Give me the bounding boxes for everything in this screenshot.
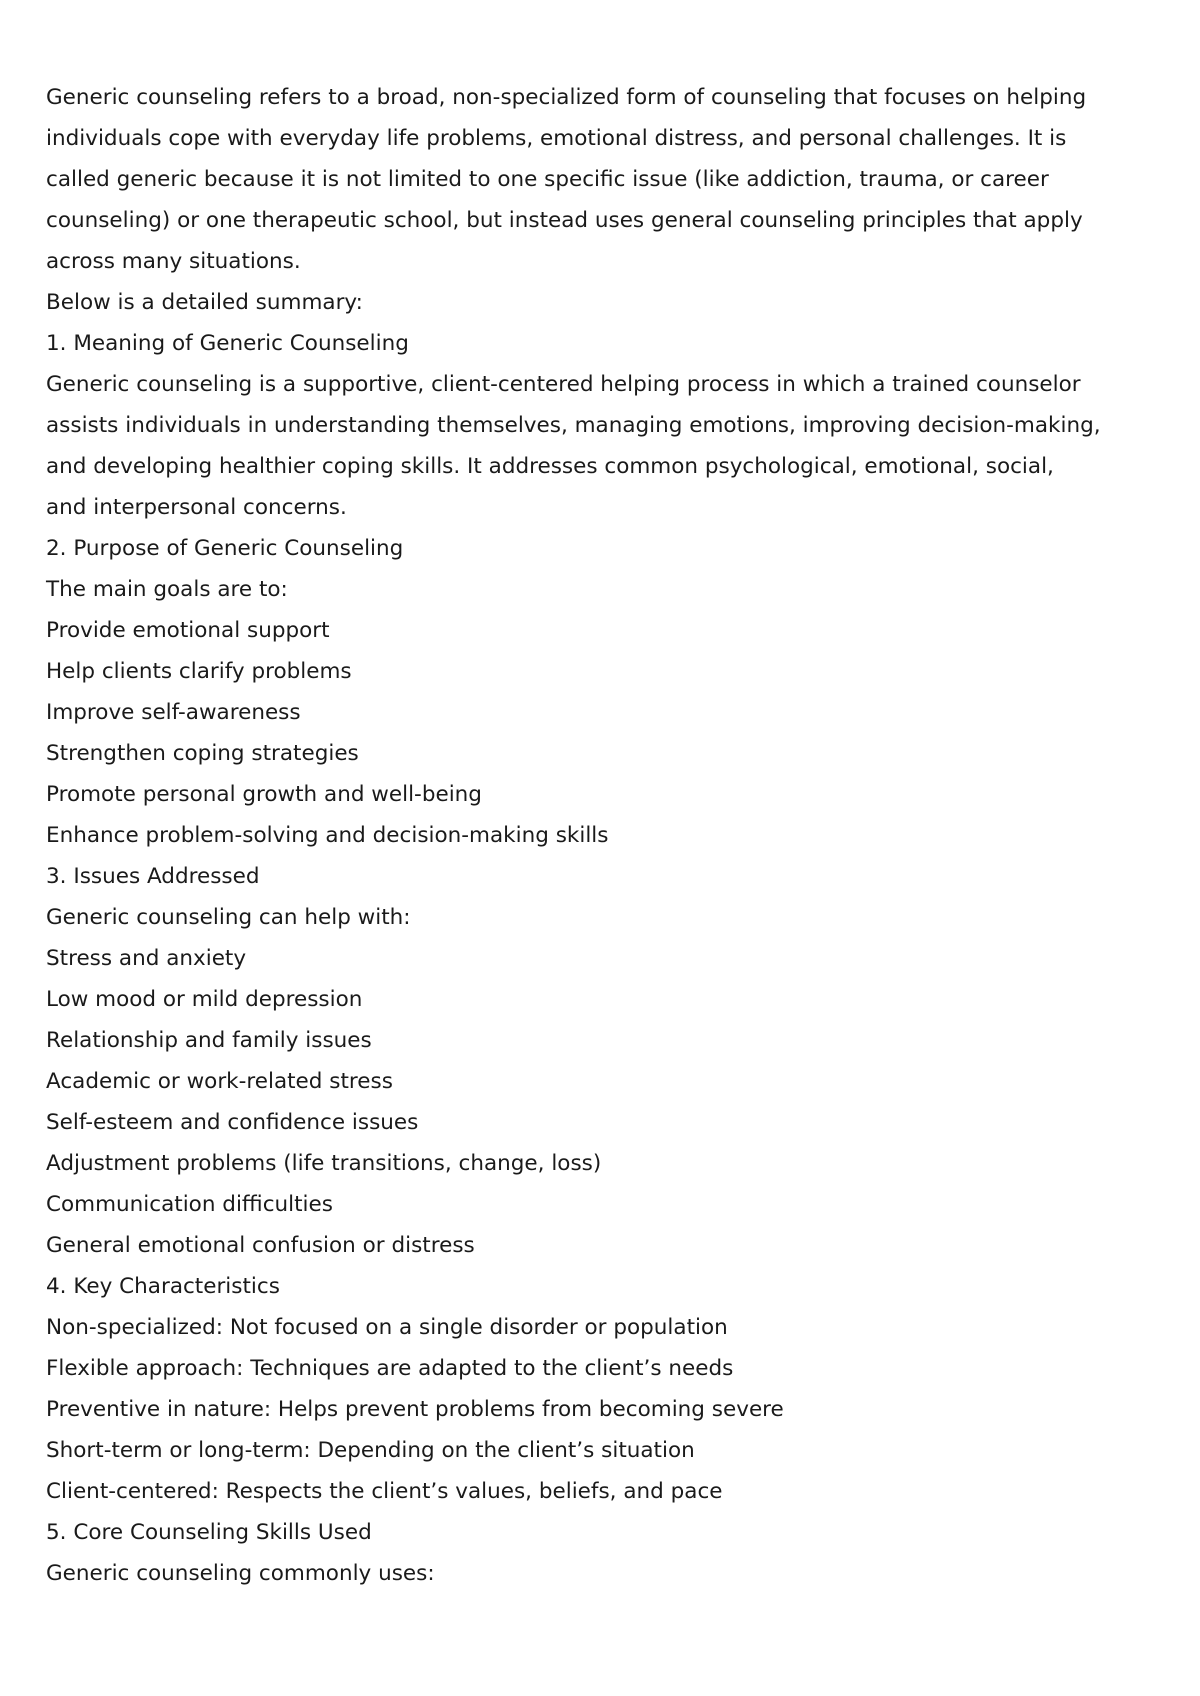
- section-heading-skills: 5. Core Counseling Skills Used: [46, 1520, 372, 1545]
- intro-line-5: across many situations.: [46, 249, 301, 274]
- purpose-intro: The main goals are to:: [46, 577, 288, 602]
- document-body: [46, 77, 1166, 1594]
- section-heading-characteristics: 4. Key Characteristics: [46, 1274, 280, 1299]
- purpose-item: Improve self-awareness: [46, 700, 301, 725]
- issue-item: General emotional confusion or distress: [46, 1233, 475, 1258]
- characteristic-item: Client-centered: Respects the client’s values, beliefs, and pace: [46, 1479, 723, 1504]
- section-heading-meaning: 1. Meaning of Generic Counseling: [46, 331, 409, 356]
- meaning-line-4: and interpersonal concerns.: [46, 495, 347, 520]
- meaning-line-2: assists individuals in understanding themselves, managing emotions, improving decision-making,: [46, 413, 1101, 438]
- purpose-item: Promote personal growth and well-being: [46, 782, 482, 807]
- section-heading-purpose: 2. Purpose of Generic Counseling: [46, 536, 404, 561]
- issue-item: Relationship and family issues: [46, 1028, 372, 1053]
- purpose-item: Enhance problem-solving and decision-making skills: [46, 823, 609, 848]
- issue-item: Communication difficulties: [46, 1192, 333, 1217]
- intro-line-3: called generic because it is not limited to one specific issue (like addiction, trauma, or career: [46, 167, 1049, 192]
- intro-line-1: Generic counseling refers to a broad, non-specialized form of counseling that focuses on helping: [46, 85, 1087, 110]
- characteristic-item: Preventive in nature: Helps prevent problems from becoming severe: [46, 1397, 784, 1422]
- intro-line-4: counseling) or one therapeutic school, but instead uses general counseling principles that apply: [46, 208, 1083, 233]
- issue-item: Stress and anxiety: [46, 946, 247, 971]
- issue-item: Academic or work-related stress: [46, 1069, 393, 1094]
- section-heading-issues: 3. Issues Addressed: [46, 864, 260, 889]
- purpose-item: Help clients clarify problems: [46, 659, 352, 684]
- meaning-line-3: and developing healthier coping skills. It addresses common psychological, emotional, social,: [46, 454, 1054, 479]
- characteristic-item: Short-term or long-term: Depending on the client’s situation: [46, 1438, 695, 1463]
- skills-intro: Generic counseling commonly uses:: [46, 1561, 435, 1586]
- purpose-item: Strengthen coping strategies: [46, 741, 359, 766]
- issue-item: Self-esteem and confidence issues: [46, 1110, 419, 1135]
- meaning-line-1: Generic counseling is a supportive, client-centered helping process in which a trained counselor: [46, 372, 1081, 397]
- purpose-item: Provide emotional support: [46, 618, 330, 643]
- intro-line-2: individuals cope with everyday life problems, emotional distress, and personal challenges. It is: [46, 126, 1067, 151]
- summary-intro: Below is a detailed summary:: [46, 290, 363, 315]
- issues-intro: Generic counseling can help with:: [46, 905, 411, 930]
- characteristic-item: Flexible approach: Techniques are adapted to the client’s needs: [46, 1356, 734, 1381]
- issue-item: Low mood or mild depression: [46, 987, 363, 1012]
- issue-item: Adjustment problems (life transitions, change, loss): [46, 1151, 602, 1176]
- characteristic-item: Non-specialized: Not focused on a single disorder or population: [46, 1315, 728, 1340]
